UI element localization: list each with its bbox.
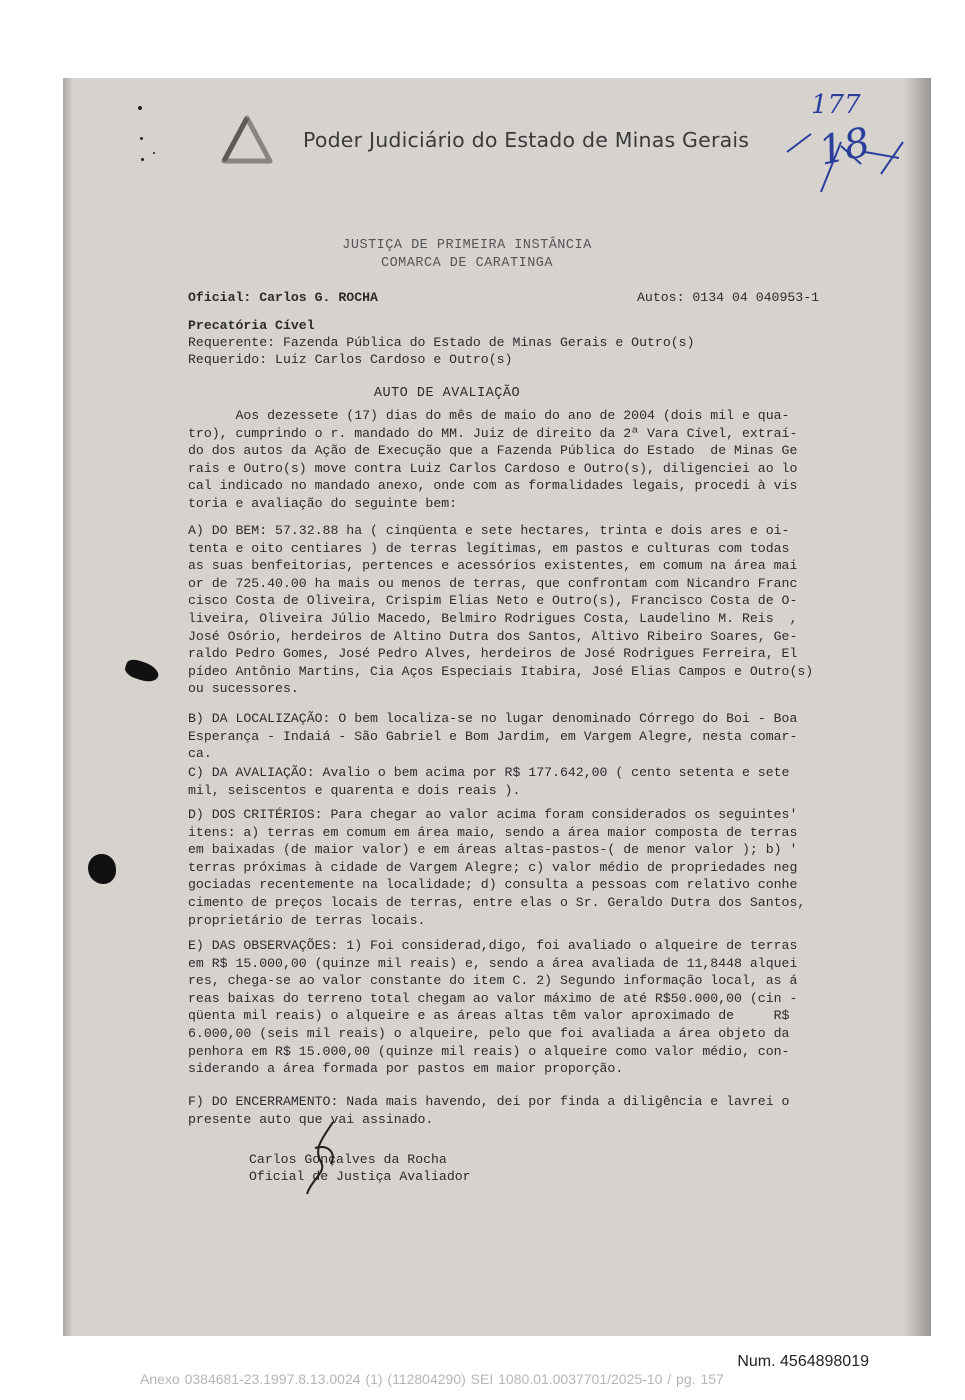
body-line: siderando a área formada por pastos em maior proporção. (188, 1061, 624, 1077)
body-line: presente auto que vai assinado. (188, 1111, 434, 1127)
body-line: proprietário de terras locais. (188, 912, 426, 928)
body-line: toria e avaliação do seguinte bem: (188, 496, 458, 511)
body-line: tro), cumprindo o r. mandado do MM. Juiz de direito da 2ª Vara Cível, extraí- (188, 425, 798, 441)
body-line: gociadas recentemente na localidade; d) consulta a pessoas com relativo conhe (188, 877, 798, 893)
body-line: B) DA LOCALIZAÇÃO: O bem localiza-se no lugar denominado Córrego do Boi - Boa (188, 711, 798, 726)
requerente-line: Requerente: Fazenda Pública do Estado de Minas Gerais e Outro(s) (188, 335, 695, 350)
body-line: do dos autos da Ação de Execução que a Fazenda Pública do Estado de Minas Ge (188, 443, 798, 459)
body-line: terras próximas à cidade de Vargem Alegre; c) valor médio de propriedades neg (188, 859, 798, 875)
body-line: rais e Outro(s) move contra Luiz Carlos Cardoso e Outro(s), diligenciei ao lo (188, 460, 798, 476)
body-line: liveira, Oliveira Júlio Macedo, Belmiro Rodrigues Costa, Laudelino M. Reis , (188, 611, 798, 626)
body-line: res, chega-se ao valor constante do item C. 2) Segundo informação local, as á (188, 973, 798, 989)
scan-mark (140, 137, 143, 140)
body-line: reas baixas do terreno total chegam ao valor máximo de até R$50.000,00 (cin - (188, 990, 798, 1006)
body-line: tenta e oito centiares ) de terras legítimas, em pastos e culturas com todas (188, 540, 790, 556)
requerido-line: Requerido: Luiz Carlos Cardoso e Outro(s) (188, 352, 513, 367)
body-line: Aos dezessete (17) dias do mês de maio do ano de 2004 (dois mil e qua- (188, 408, 790, 423)
court-comarca-heading: COMARCA DE CARATINGA (380, 256, 554, 271)
scan-mark (141, 158, 144, 161)
body-line: em baixadas (de maior valor) e em áreas altas-pastos-( de menor valor ); b) ' (188, 842, 798, 858)
document-number: Num. 4564898019 (737, 1353, 869, 1370)
body-line: pídeo Antônio Martins, Cia Aços Especiais Itabira, José Elias Campos e Outro(s) (188, 663, 814, 679)
body-line: or de 725.40.00 ha mais ou menos de terras, que confrontam com Nicandro Franc (188, 575, 798, 591)
case-type: Precatória Cível (188, 318, 315, 333)
scan-mark (153, 152, 155, 154)
body-line: cimento de preços locais de terras, entre elas o Sr. Geraldo Dutra dos Santos, (188, 895, 806, 910)
document-title: AUTO DE AVALIAÇÃO (373, 386, 521, 401)
page-edge-shadow-right (903, 78, 931, 1336)
body-line: A) DO BEM: 57.32.88 ha ( cinqüenta e sete hectares, trinta e dois ares e oi- (188, 523, 790, 538)
handwritten-page-ref: 18 (814, 119, 875, 175)
body-line: itens: a) terras em comum em área maio, sendo a área maior composta de terras (188, 824, 798, 840)
body-line: em R$ 15.000,00 (quinze mil reais) e, sendo a área avaliada de 11,8448 alquei (188, 955, 798, 971)
court-instance-heading: JUSTIÇA DE PRIMEIRA INSTÂNCIA (342, 238, 592, 253)
scan-mark (138, 106, 142, 110)
triangle-logo-icon (221, 114, 273, 166)
body-line: as suas benfeitorias, pertences e acessórios existentes, em comum na área mai (188, 558, 798, 574)
ink-blot (88, 854, 116, 884)
body-line: C) DA AVALIAÇÃO: Avalio o bem acima por R$ 177.642,00 ( cento setenta e sete (188, 765, 790, 780)
handwritten-strike-mark (781, 112, 911, 202)
body-line: F) DO ENCERRAMENTO: Nada mais havendo, dei por finda a diligência e lavrei o (188, 1094, 790, 1109)
body-line: raldo Pedro Gomes, José Pedro Alves, herdeiros de José Rodrigues Ferreira, El (188, 646, 798, 662)
body-line: ou sucessores. (188, 681, 299, 697)
handwritten-signature (293, 1118, 363, 1198)
body-line: cal indicado no mandado anexo, onde com as formalidades legais, procedi à vis (188, 478, 798, 494)
case-number: Autos: 0134 04 040953-1 (637, 290, 820, 305)
ink-blot (123, 657, 161, 685)
body-line: José Osório, herdeiros de Altino Dutra dos Santos, Altivo Ribeiro Soares, Ge- (188, 628, 798, 644)
body-line: Esperança - Indaiá - São Gabriel e Bom Jardim, em Vargem Alegre, nesta comar- (188, 728, 798, 744)
body-line: mil, seiscentos e quarenta e dois reais ). (188, 782, 521, 798)
body-line: 6.000,00 (seis mil reais) o alqueire, pelo que foi avaliada a área objeto da (188, 1026, 790, 1041)
signature-name: Carlos Gonçalves da Rocha (249, 1152, 447, 1167)
body-line: cisco Costa de Oliveira, Crispim Elias Neto e Outro(s), Francisco Costa de O- (188, 593, 798, 609)
body-line: ca. (188, 746, 212, 762)
handwritten-page-ref: 177 (811, 90, 861, 120)
org-title: Poder Judiciário do Estado de Minas Gerais (303, 128, 750, 152)
body-line: penhora em R$ 15.000,00 (quinze mil reais) o alqueire como valor médio, con- (188, 1043, 790, 1059)
body-line: E) DAS OBSERVAÇÕES: 1) Foi considerad,digo, foi avaliado o alqueire de terras (188, 938, 798, 953)
body-line: D) DOS CRITÉRIOS: Para chegar ao valor acima foram considerados os seguintes' (188, 807, 798, 822)
officer-line: Oficial: Carlos G. ROCHA (188, 290, 378, 305)
source-reference: Anexo 0384681-23.1997.8.13.0024 (1) (112804290) SEI 1080.01.0037701/2025-10 / pg. 157 (140, 1371, 724, 1387)
scanned-page (63, 78, 931, 1336)
body-line: qüenta mil reais) o alqueire e as áreas altas têm valor aproximado de R$ (188, 1008, 790, 1024)
signature-role: Oficial de Justiça Avaliador (249, 1169, 471, 1184)
